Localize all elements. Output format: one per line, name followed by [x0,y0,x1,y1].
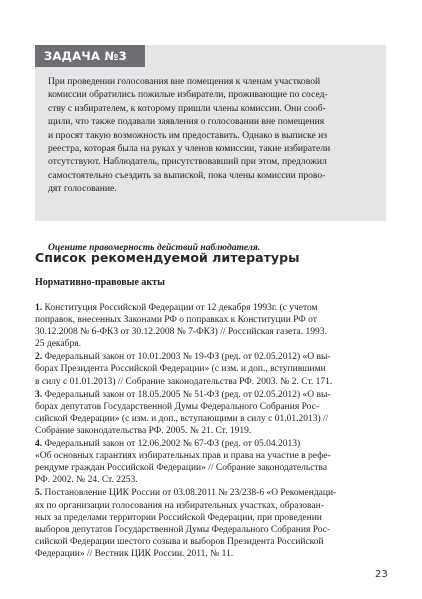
task-text: При проведении голосования вне помещения к членам участковой комиссии обратились пожилые избиратели, проживающие по сосед- ству с избирателем, к которому пришли члены комиссии. Они сооб- щили, что также подавали заявления о голосовании вне помещения и просят такую возможность им предоставить. Однако в выписке из реестра, которая была на руках у членов комиссии, такие избиратели отсутствуют. Наблюдатель, присутствовавший при этом, предложил самостоятельно съездить за выпиской, пока члены комиссии прово- дят голосование. [48,76,331,195]
reference-number: 2. [35,352,43,363]
task-question: Оцените правомерность действий наблюдателя. [48,242,261,253]
reference-text: Федеральный закон от 18.05.2005 № 51-ФЗ (ред. от 02.05.2012) «О вы- борах депутатов Государственной Думы Федерального Собрания Рос- сийской Федерации» (с изм. и доп., вступающими в силу с 01.01.2013) // Собрание законодательства РФ. 2005. № 21. Ст. 1919. [35,389,331,436]
reference-list [35,302,387,561]
reference-number: 5. [35,488,43,499]
reference-text: Федеральный закон от 10.01.2003 № 19-ФЗ (ред. от 02.05.2012) «О вы- борах Президента Российской Федерации» (с изм. и доп., вступившими в силу с 01.01.2013) // Собрание законодательства РФ. 2003. № 2. Ст. 171. [35,352,333,387]
reference-text: Конституция Российской Федерации от 12 декабря 1993г. (с учетом поправок, внесенных Законами РФ о поправках к Конституции РФ от 30.12.2008 № 6-ФКЗ от 30.12.2008 № 7-ФКЗ) // Российская газета. 1993. 25 декабря. [35,303,327,350]
reference-item [35,389,387,437]
page-number: 23 [375,569,388,580]
reference-text: Федеральный закон от 12.06.2002 № 67-ФЗ (ред. от 05.04.2013) «Об основных гарантиях избирательных прав и права на участие в рефе- рендуме граждан Российской Федерации» // Собрание законодательства РФ. 2002. № 24. Ст. 2253. [35,439,331,486]
reference-item [35,302,387,350]
reference-item [35,487,387,560]
reference-number: 4. [35,439,43,450]
literature-title: Список рекомендуемой литературы [35,250,300,265]
reference-text: Постановление ЦИК России от 03.08.2011 № 23/238-6 «О Рекомендаци- ях по организации голосования на избирательных участках, образован- ных за пределами территории Российской Федерации, при проведении выборов депутатов Государственной Думы Федерального Собрания Рос- сийской Федерации шестого созыва и выборов Президента Российской Федерации» // Вестник ЦИК России. 2011. № 11. [35,488,337,559]
reference-item [35,438,387,486]
task-header: ЗАДАЧА №3 [35,45,145,67]
reference-number: 1. [35,303,43,313]
task-box [35,45,386,253]
literature-subtitle: Нормативно-правовые акты [35,277,165,288]
reference-number: 3. [35,389,43,400]
reference-item [35,351,387,387]
